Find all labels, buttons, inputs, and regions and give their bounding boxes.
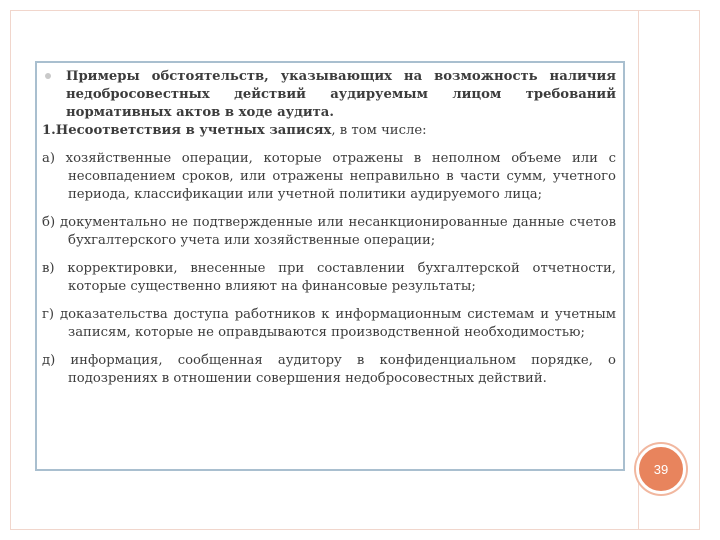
list-item-b: б) документально не подтвержденные или несанкционированные данные счетов бухгалтерского учета или хозяйственные операции; (42, 215, 616, 248)
list-item-g: г) доказательства доступа работников к информационным системам и учетным записям, которые не оправдываются производственной необходимостью; (42, 307, 616, 340)
section-line (42, 122, 616, 140)
intro-text: Примеры обстоятельств, указывающих на возможность наличия недобросовестных действий аудируемым лицом требований нормативных актов в ходе аудита. (66, 69, 616, 120)
intro-paragraph (42, 68, 616, 122)
list-item-d: д) информация, сообщенная аудитору в конфиденциальном порядке, о подозрениях в отношении совершения недобросовестных действий. (42, 353, 616, 386)
list-item-v: в) корректировки, внесенные при составлении бухгалтерской отчетности, которые существенно влияют на финансовые результаты; (42, 261, 616, 294)
section-heading: 1.Несоответствия в учетных записях (42, 123, 332, 138)
bullet-icon (45, 73, 51, 79)
section-subtitle: , в том числе: (331, 123, 427, 138)
list-item-a: а) хозяйственные операции, которые отражены в неполном объеме или с несовпадением сроков, или отражены неправильно в части сумм, учетного периода, классификации или учетной политики аудируемого лица; (42, 151, 616, 202)
page-number: 39 (653, 461, 669, 477)
page-number-badge (636, 444, 686, 494)
slide-text (42, 68, 616, 388)
slide-right-rule (638, 10, 639, 530)
